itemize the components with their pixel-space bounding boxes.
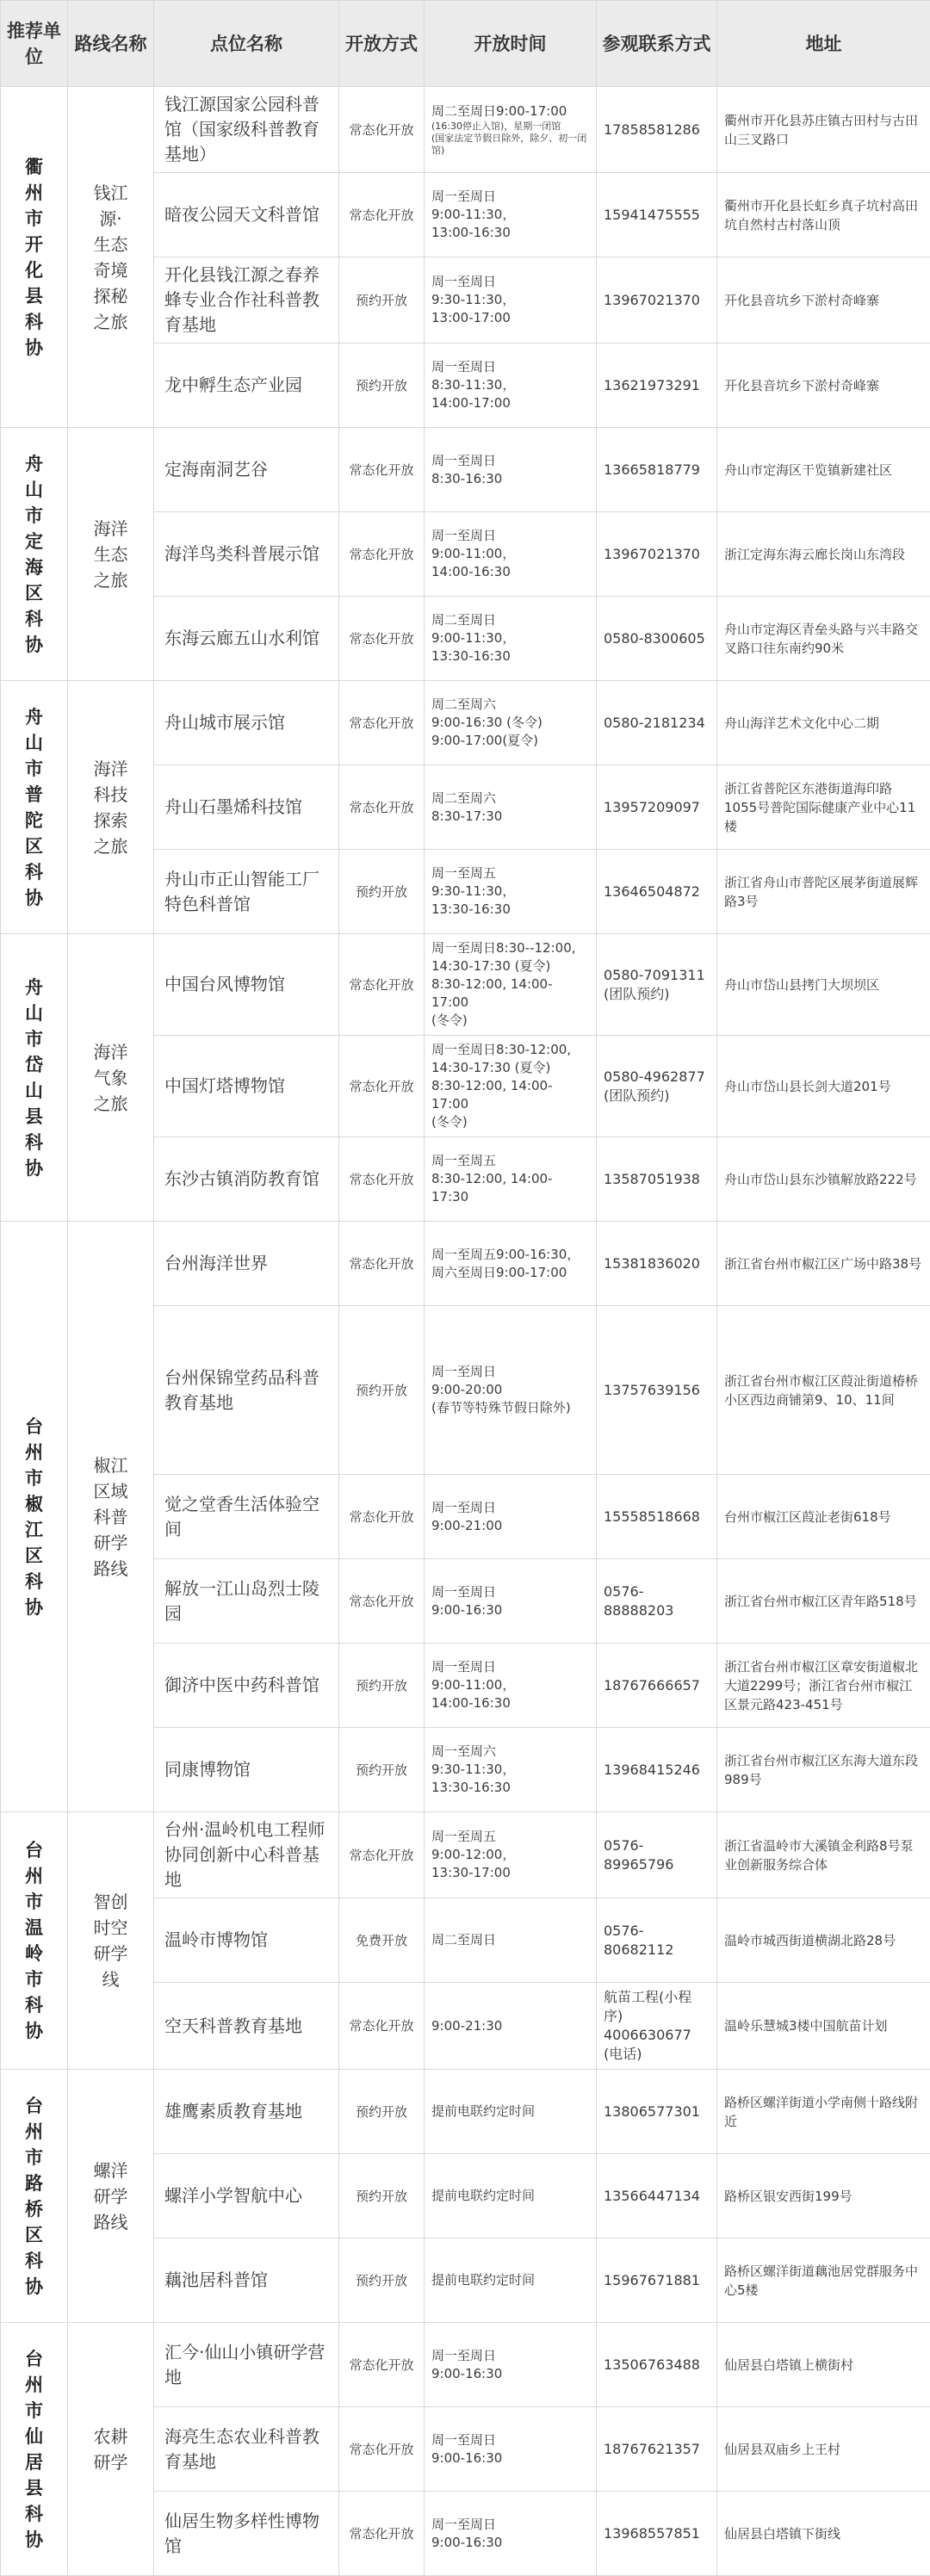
hours-line: 周一至周六 (431, 1743, 589, 1761)
address: 浙江省舟山市普陀区展茅街道展辉路3号 (717, 850, 930, 934)
contact-info (597, 1222, 717, 1306)
hours-line: 周一至周日 (431, 2431, 589, 2449)
site-name: 东沙古镇消防教育馆 (154, 1137, 339, 1222)
open-mode: 常态化开放 (339, 597, 425, 681)
contact-line: 15967671881 (604, 2271, 710, 2290)
contact-info (597, 2239, 717, 2323)
address: 浙江省普陀区东港街道海印路1055号普陀国际健康产业中心11楼 (717, 765, 930, 850)
site-name: 定海南洞艺谷 (154, 428, 339, 512)
hours-line: 14:00-16:30 (431, 1694, 589, 1712)
contact-line: 13566447134 (604, 2187, 710, 2206)
contact-info (597, 428, 717, 512)
address: 浙江定海东海云廊长岗山东湾段 (717, 512, 930, 597)
table-row (1, 87, 930, 173)
route-name: 椒江区域科普研学路线 (94, 1452, 128, 1582)
open-mode: 预约开放 (339, 1306, 425, 1475)
open-mode: 常态化开放 (339, 765, 425, 850)
hours-line: 13:30-16:30 (431, 901, 589, 919)
org-cell (1, 2070, 68, 2323)
contact-line: 13967021370 (604, 545, 710, 564)
open-hours (425, 1898, 597, 1983)
open-mode: 常态化开放 (339, 2407, 425, 2492)
contact-info (597, 87, 717, 173)
contact-line: (电话) (604, 2045, 710, 2064)
route-cell (68, 2323, 154, 2576)
open-mode: 常态化开放 (339, 1475, 425, 1559)
hours-line: 提前电联约定时间 (431, 2271, 589, 2289)
org-name: 舟山市定海区科协 (25, 451, 43, 658)
hours-line: 9:30-11:30， (431, 1761, 589, 1779)
hours-line: (春节等特殊节假日除外) (431, 1399, 589, 1417)
org-name: 台州市温岭市科协 (25, 1837, 43, 2044)
hours-line: 8:30-12:00, 14:00-17:30 (431, 1170, 589, 1206)
hours-line: 周一至周日 (431, 2347, 589, 2365)
hours-line: 9:00-12:00， (431, 1846, 589, 1864)
route-cell (68, 934, 154, 1222)
open-hours (425, 850, 597, 934)
site-name: 钱江源国家公园科普馆（国家级科普教育基地） (154, 87, 339, 173)
contact-line: 18767666657 (604, 1676, 710, 1695)
address: 衢州市开化县苏庄镇古田村与古田山三叉路口 (717, 87, 930, 173)
route-name: 钱江源·生态奇境探秘之旅 (94, 180, 128, 335)
hours-line: 9:00-16:30 (冬令) (431, 714, 589, 732)
hours-line: 周一至周五 (431, 1828, 589, 1846)
hours-line: 9:00-11:30， (431, 206, 589, 224)
org-name: 台州市椒江区科协 (25, 1414, 43, 1620)
hours-line: (冬令) (431, 1113, 589, 1131)
hours-line: 9:00-20:00 (431, 1381, 589, 1399)
table-body (1, 87, 930, 2576)
site-name: 螺洋小学智航中心 (154, 2154, 339, 2239)
open-hours (425, 765, 597, 850)
org-cell (1, 681, 68, 934)
address: 衢州市开化县长虹乡真子坑村高田坑自然村古村落山顶 (717, 173, 930, 257)
route-name: 海洋生态之旅 (94, 516, 128, 593)
hours-line: 周一至周日8:30-12:00, (431, 1041, 589, 1059)
route-cell (68, 681, 154, 934)
contact-line: 15558518668 (604, 1508, 710, 1526)
table-row (1, 2323, 930, 2407)
hours-line: 14:30-17:30 (夏令) (431, 1059, 589, 1077)
contact-line: 13646504872 (604, 882, 710, 901)
open-hours (425, 1728, 597, 1812)
hours-line: (16:30停止入馆)，星期一闭馆 (431, 121, 589, 133)
org-name: 舟山市普陀区科协 (25, 704, 43, 911)
hours-line: 9:00-11:00， (431, 1676, 589, 1694)
table-row (1, 1222, 930, 1306)
hours-line: 13:00-17:00 (431, 309, 589, 327)
contact-line: 0576-88888203 (604, 1582, 710, 1620)
hours-line: 9:00-16:30 (431, 2365, 589, 2383)
hours-line: 周一至周日 (431, 2516, 589, 2534)
site-name: 中国台风博物馆 (154, 934, 339, 1036)
contact-line: (团队预约) (604, 985, 710, 1004)
open-hours (425, 2492, 597, 2576)
route-name: 智创时空研学线 (94, 1889, 128, 1992)
hours-line: 周二至周日 (431, 1931, 589, 1949)
hours-line: (国家法定节假日除外，除夕、初一闭馆) (431, 133, 589, 157)
org-cell (1, 2323, 68, 2576)
org-cell (1, 1812, 68, 2070)
address: 台州市椒江区葭沚老街618号 (717, 1475, 930, 1559)
hours-line: 14:00-16:30 (431, 563, 589, 581)
hours-line: 14:00-17:00 (431, 394, 589, 412)
contact-info (597, 597, 717, 681)
hours-line: 提前电联约定时间 (431, 2102, 589, 2121)
contact-info (597, 1306, 717, 1475)
hours-line: 周二至周日 (431, 611, 589, 629)
site-name: 御济中医中药科普馆 (154, 1644, 339, 1728)
open-hours (425, 1036, 597, 1137)
open-hours (425, 2154, 597, 2239)
open-hours (425, 87, 597, 173)
table-row (1, 681, 930, 765)
contact-info (597, 681, 717, 765)
address: 浙江省温岭市大溪镇金利路8号泵业创新服务综合体 (717, 1812, 930, 1898)
address: 路桥区螺洋街道小学南侧十路线附近 (717, 2070, 930, 2154)
header-contact: 参观联系方式 (597, 1, 717, 87)
contact-line: 13957209097 (604, 798, 710, 817)
open-mode: 预约开放 (339, 1728, 425, 1812)
hours-line: 9:00-21:30 (431, 2017, 589, 2035)
open-hours (425, 512, 597, 597)
contact-info (597, 257, 717, 344)
open-mode: 常态化开放 (339, 1137, 425, 1222)
org-cell (1, 428, 68, 681)
open-mode: 常态化开放 (339, 2492, 425, 2576)
contact-line: 13967021370 (604, 291, 710, 310)
contact-info (597, 1036, 717, 1137)
contact-info (597, 2070, 717, 2154)
open-mode: 常态化开放 (339, 1222, 425, 1306)
site-name: 同康博物馆 (154, 1728, 339, 1812)
site-name: 龙中孵生态产业园 (154, 344, 339, 428)
address: 温岭乐慧城3楼中国航苗计划 (717, 1983, 930, 2070)
contact-line: 13806577301 (604, 2102, 710, 2121)
open-hours (425, 1812, 597, 1898)
hours-line: 9:00-16:30 (431, 1601, 589, 1619)
route-name: 海洋科技探索之旅 (94, 756, 128, 859)
contact-line: 0580-2181234 (604, 714, 710, 733)
open-mode: 预约开放 (339, 2070, 425, 2154)
contact-line: 18767621357 (604, 2440, 710, 2459)
address: 仙居县双庙乡上王村 (717, 2407, 930, 2492)
contact-line: 航苗工程(小程序) (604, 1988, 710, 2026)
contact-line: 13506763488 (604, 2356, 710, 2375)
hours-line: 周一至周五 (431, 864, 589, 882)
org-cell (1, 87, 68, 428)
contact-info (597, 1137, 717, 1222)
hours-line: 13:00-16:30 (431, 224, 589, 242)
header-site-name: 点位名称 (154, 1, 339, 87)
address: 舟山海洋艺术文化中心二期 (717, 681, 930, 765)
open-hours (425, 2239, 597, 2323)
route-name: 螺洋研学路线 (94, 2158, 128, 2235)
open-hours (425, 257, 597, 344)
hours-line: 周二至周六 (431, 790, 589, 808)
org-cell (1, 1222, 68, 1812)
org-name: 台州市仙居县科协 (25, 2346, 43, 2553)
address: 开化县音坑乡下淤村奇峰寨 (717, 257, 930, 344)
hours-line: 周二至周日9:00-17:00 (431, 102, 589, 121)
contact-info (597, 1559, 717, 1644)
hours-line: 周一至周日 (431, 527, 589, 545)
open-hours (425, 2323, 597, 2407)
site-name: 舟山石墨烯科技馆 (154, 765, 339, 850)
open-mode: 常态化开放 (339, 1559, 425, 1644)
table-row (1, 428, 930, 512)
hours-line: 8:30-17:30 (431, 808, 589, 826)
contact-line: 17858581286 (604, 121, 710, 139)
route-cell (68, 87, 154, 428)
contact-line: 0580-7091311 (604, 966, 710, 985)
site-name: 台州保锦堂药品科普教育基地 (154, 1306, 339, 1475)
hours-line: 9:00-17:00(夏令) (431, 732, 589, 750)
contact-info (597, 2407, 717, 2492)
address: 舟山市定海区青垒头路与兴丰路交叉路口往东南约90米 (717, 597, 930, 681)
address: 浙江省台州市椒江区青年路518号 (717, 1559, 930, 1644)
contact-line: 13665818779 (604, 461, 710, 480)
open-mode: 常态化开放 (339, 1036, 425, 1137)
hours-line: 8:30-16:30 (431, 470, 589, 488)
contact-info (597, 850, 717, 934)
org-cell (1, 934, 68, 1222)
table-row (1, 934, 930, 1036)
contact-line: 0580-8300605 (604, 629, 710, 648)
open-mode: 常态化开放 (339, 1812, 425, 1898)
contact-info (597, 1728, 717, 1812)
hours-line: 13:30-17:00 (431, 1864, 589, 1882)
address: 开化县音坑乡下淤村奇峰寨 (717, 344, 930, 428)
open-hours (425, 1137, 597, 1222)
site-name: 台州·温岭机电工程师协同创新中心科普基地 (154, 1812, 339, 1898)
contact-line: 13968557851 (604, 2524, 710, 2543)
open-hours (425, 1475, 597, 1559)
hours-line: 周一至周日 (431, 1583, 589, 1601)
open-mode: 常态化开放 (339, 1983, 425, 2070)
contact-line: 13757639156 (604, 1381, 710, 1400)
route-cell (68, 1222, 154, 1812)
address: 温岭市城西街道横湖北路28号 (717, 1898, 930, 1983)
address: 浙江省台州市椒江区东海大道东段989号 (717, 1728, 930, 1812)
org-name: 舟山市岱山县科协 (25, 975, 43, 1181)
hours-line: 周一至周日 (431, 452, 589, 470)
open-hours (425, 681, 597, 765)
route-name: 农耕研学 (94, 2424, 128, 2475)
header-row (1, 1, 930, 87)
table-row (1, 1812, 930, 1898)
contact-line: 15381836020 (604, 1254, 710, 1273)
open-hours (425, 1644, 597, 1728)
site-name: 汇今·仙山小镇研学营地 (154, 2323, 339, 2407)
site-name: 温岭市博物馆 (154, 1898, 339, 1983)
contact-line: 0580-4962877 (604, 1068, 710, 1087)
contact-info (597, 344, 717, 428)
open-hours (425, 344, 597, 428)
open-mode: 预约开放 (339, 2239, 425, 2323)
route-cell (68, 1812, 154, 2070)
open-mode: 常态化开放 (339, 512, 425, 597)
header-route: 路线名称 (68, 1, 154, 87)
site-name: 舟山城市展示馆 (154, 681, 339, 765)
open-mode: 常态化开放 (339, 173, 425, 257)
hours-line: 周一至周五 (431, 1152, 589, 1170)
contact-line: 0576-80682112 (604, 1922, 710, 1960)
open-hours (425, 2070, 597, 2154)
hours-line: 9:00-16:30 (431, 2449, 589, 2468)
contact-line: 13621973291 (604, 376, 710, 395)
contact-line: (团队预约) (604, 1087, 710, 1105)
hours-line: 9:00-11:30， (431, 629, 589, 647)
hours-line: 9:00-21:00 (431, 1517, 589, 1535)
route-cell (68, 428, 154, 681)
open-hours (425, 1306, 597, 1475)
open-hours (425, 1222, 597, 1306)
contact-info (597, 2154, 717, 2239)
hours-line: 8:30-12:00, 14:00-17:00 (431, 1077, 589, 1113)
hours-line: 周一至周日 (431, 1658, 589, 1676)
address: 仙居县白塔镇上横街村 (717, 2323, 930, 2407)
open-mode: 常态化开放 (339, 428, 425, 512)
address: 浙江省台州市椒江区葭沚街道椿桥小区西边商铺第9、10、11间 (717, 1306, 930, 1475)
hours-line: 13:30-16:30 (431, 647, 589, 666)
site-name: 舟山市正山智能工厂特色科普馆 (154, 850, 339, 934)
contact-info (597, 173, 717, 257)
hours-line: 周六至周日9:00-17:00 (431, 1264, 589, 1282)
hours-line: 周一至周日 (431, 188, 589, 206)
hours-line: 9:30-11:30， (431, 882, 589, 901)
open-hours (425, 428, 597, 512)
open-hours (425, 2407, 597, 2492)
site-name: 雄鹰素质教育基地 (154, 2070, 339, 2154)
open-mode: 常态化开放 (339, 681, 425, 765)
hours-line: (冬令) (431, 1012, 589, 1030)
open-mode: 预约开放 (339, 344, 425, 428)
table-row (1, 2070, 930, 2154)
contact-info (597, 2492, 717, 2576)
hours-line: 13:30-16:30 (431, 1779, 589, 1797)
hours-line: 8:30-12:00, 14:00-17:00 (431, 975, 589, 1012)
open-mode: 预约开放 (339, 1644, 425, 1728)
hours-line: 周一至周五9:00-16:30， (431, 1246, 589, 1264)
header-open-hours: 开放时间 (425, 1, 597, 87)
hours-line: 提前电联约定时间 (431, 2187, 589, 2205)
contact-info (597, 765, 717, 850)
address: 舟山市岱山县拷门大坝坝区 (717, 934, 930, 1036)
site-name: 藕池居科普馆 (154, 2239, 339, 2323)
org-name: 台州市路桥区科协 (25, 2093, 43, 2300)
route-cell (68, 2070, 154, 2323)
site-name: 海洋鸟类科普展示馆 (154, 512, 339, 597)
address: 仙居县白塔镇下街线 (717, 2492, 930, 2576)
open-mode: 预约开放 (339, 2154, 425, 2239)
hours-line: 周一至周日 (431, 1363, 589, 1381)
contact-info (597, 2323, 717, 2407)
open-mode: 常态化开放 (339, 2323, 425, 2407)
contact-info (597, 1983, 717, 2070)
hours-line: 9:00-16:30 (431, 2534, 589, 2552)
open-mode: 常态化开放 (339, 934, 425, 1036)
hours-line: 周一至周日 (431, 358, 589, 376)
hours-line: 14:30-17:30 (夏令) (431, 957, 589, 975)
site-name: 空天科普教育基地 (154, 1983, 339, 2070)
hours-line: 周二至周六 (431, 696, 589, 714)
site-name: 解放一江山岛烈士陵园 (154, 1559, 339, 1644)
open-mode: 预约开放 (339, 850, 425, 934)
contact-info (597, 934, 717, 1036)
contact-line: 4006630677 (604, 2026, 710, 2045)
header-open-mode: 开放方式 (339, 1, 425, 87)
hours-line: 9:30-11:30， (431, 291, 589, 309)
contact-info (597, 512, 717, 597)
hours-line: 8:30-11:30， (431, 376, 589, 394)
contact-info (597, 1644, 717, 1728)
address: 路桥区螺洋街道藕池居党群服务中心5楼 (717, 2239, 930, 2323)
site-name: 觉之堂香生活体验空间 (154, 1475, 339, 1559)
header-address: 地址 (717, 1, 930, 87)
open-mode: 免费开放 (339, 1898, 425, 1983)
site-name: 台州海洋世界 (154, 1222, 339, 1306)
site-name: 暗夜公园天文科普馆 (154, 173, 339, 257)
contact-line: 13968415246 (604, 1761, 710, 1780)
address: 浙江省台州市椒江区章安街道椒北大道2299号；浙江省台州市椒江区景元路423-451号 (717, 1644, 930, 1728)
open-hours (425, 1983, 597, 2070)
contact-info (597, 1812, 717, 1898)
site-name: 中国灯塔博物馆 (154, 1036, 339, 1137)
route-name: 海洋气象之旅 (94, 1039, 128, 1117)
address: 舟山市岱山县长剑大道201号 (717, 1036, 930, 1137)
header-org: 推荐单位 (1, 1, 68, 87)
site-name: 开化县钱江源之春养蜂专业合作社科普教育基地 (154, 257, 339, 344)
open-hours (425, 173, 597, 257)
site-name: 海亮生态农业科普教育基地 (154, 2407, 339, 2492)
address: 舟山市定海区干览镇新建社区 (717, 428, 930, 512)
hours-line: 周一至周日8:30--12:00, (431, 939, 589, 957)
org-name: 衢州市开化县科协 (25, 154, 43, 361)
open-hours (425, 597, 597, 681)
hours-line: 9:00-11:00， (431, 545, 589, 563)
contact-info (597, 1898, 717, 1983)
open-mode: 常态化开放 (339, 87, 425, 173)
contact-info (597, 1475, 717, 1559)
site-name: 仙居生物多样性博物馆 (154, 2492, 339, 2576)
hours-line: 周一至周日 (431, 273, 589, 291)
contact-line: 15941475555 (604, 206, 710, 225)
contact-line: 13587051938 (604, 1170, 710, 1189)
hours-line: 周一至周日 (431, 1499, 589, 1517)
open-mode: 预约开放 (339, 257, 425, 344)
open-hours (425, 1559, 597, 1644)
address: 舟山市岱山县东沙镇解放路222号 (717, 1137, 930, 1222)
address: 路桥区银安西街199号 (717, 2154, 930, 2239)
address: 浙江省台州市椒江区广场中路38号 (717, 1222, 930, 1306)
contact-line: 0576-89965796 (604, 1836, 710, 1874)
site-name: 东海云廊五山水利馆 (154, 597, 339, 681)
open-hours (425, 934, 597, 1036)
